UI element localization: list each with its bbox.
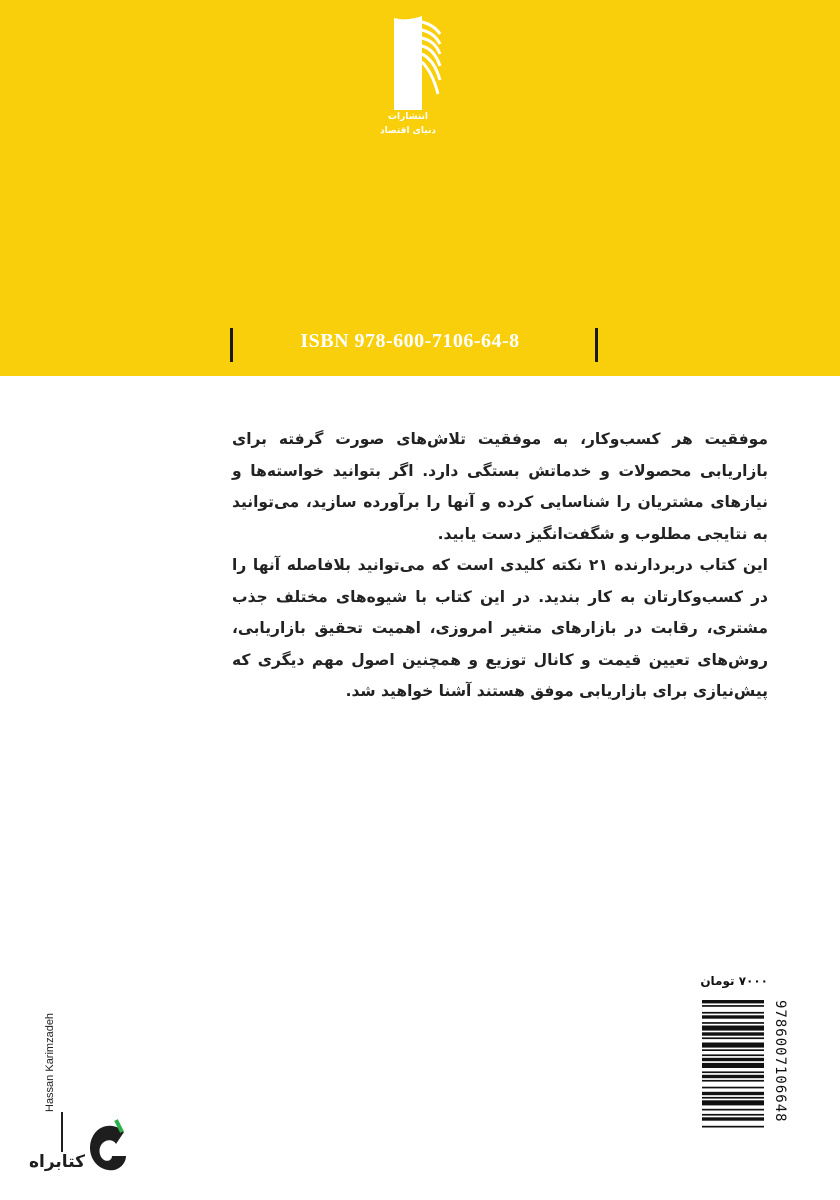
barcode-digits: 9786007106648	[772, 1000, 788, 1123]
barcode-bar	[702, 1100, 764, 1105]
cover-yellow-band	[0, 0, 840, 376]
barcode-bar	[702, 1117, 764, 1120]
barcode-bar	[702, 1071, 764, 1073]
publisher-logo-icon	[366, 14, 450, 110]
ketabrah-watermark	[12, 1112, 132, 1188]
designer-credit: Hassan Karimzadeh	[44, 1012, 56, 1112]
barcode-bar	[702, 1022, 764, 1024]
barcode-bar	[702, 1005, 764, 1007]
barcode-bar	[702, 1080, 764, 1082]
barcode-bar	[702, 1000, 764, 1003]
barcode-bar	[702, 1054, 764, 1056]
barcode-bar	[702, 1092, 764, 1095]
description-paragraph-1: موفقیت هر کسب‌وکار، به موفقیت تلاش‌های صورت گرفته برای بازاریابی محصولات و خدماتش بستگی دارد. اگر بتوانید خواسته‌ها و نیازهای مشتریان را شناسایی کرده و آنها را برآورده سازید، می‌توانید به نتایجی مطلوب و شگفت‌انگیز دست یابید.	[232, 430, 768, 543]
barcode-bar	[702, 1075, 764, 1078]
publisher-logo	[366, 14, 450, 144]
barcode-bar	[702, 1097, 764, 1099]
ketabrah-logo-icon	[12, 1112, 132, 1188]
barcode-bar	[702, 1049, 764, 1051]
barcode-bar	[702, 1063, 764, 1068]
publisher-logo-line1: انتشارات	[388, 112, 428, 122]
isbn-left-bar	[230, 328, 233, 362]
barcode-bar	[702, 1043, 764, 1048]
barcode-bar	[702, 1126, 764, 1128]
barcode-bar	[702, 1012, 764, 1014]
ketabrah-watermark-text: کتابراه	[28, 1152, 86, 1172]
barcode-bar	[702, 1109, 764, 1111]
barcode-bar	[702, 1114, 764, 1116]
isbn-number: ISBN 978-600-7106-64-8	[300, 330, 520, 352]
description-paragraph-2: این کتاب دربردارنده ۲۱ نکته کلیدی است که می‌توانید بلافاصله آنها را در کسب‌وکارتان به کار بندید. در این کتاب با شیوه‌های مختلف جذب مشتری، رقابت در بازارهای متغیر امروزی، اهمیت تحقیق بازاریابی، روش‌های تعیین قیمت و کانال توزیع و همچنین اصول مهم دیگری که پیش‌نیازی برای بازاریابی موفق هستند آشنا خواهید شد.	[232, 556, 768, 700]
barcode-bar	[702, 1087, 764, 1089]
barcode-bar	[702, 1015, 764, 1018]
barcode-bar	[702, 1037, 764, 1039]
barcode-bar	[702, 1026, 764, 1031]
isbn-right-bar	[595, 328, 598, 362]
barcode-bar	[702, 1032, 764, 1035]
barcode-bar	[702, 1058, 764, 1061]
price-label: ۷۰۰۰ تومان	[700, 974, 768, 988]
publisher-logo-line2: دنیای اقتصاد	[380, 126, 436, 136]
book-description	[232, 424, 768, 708]
